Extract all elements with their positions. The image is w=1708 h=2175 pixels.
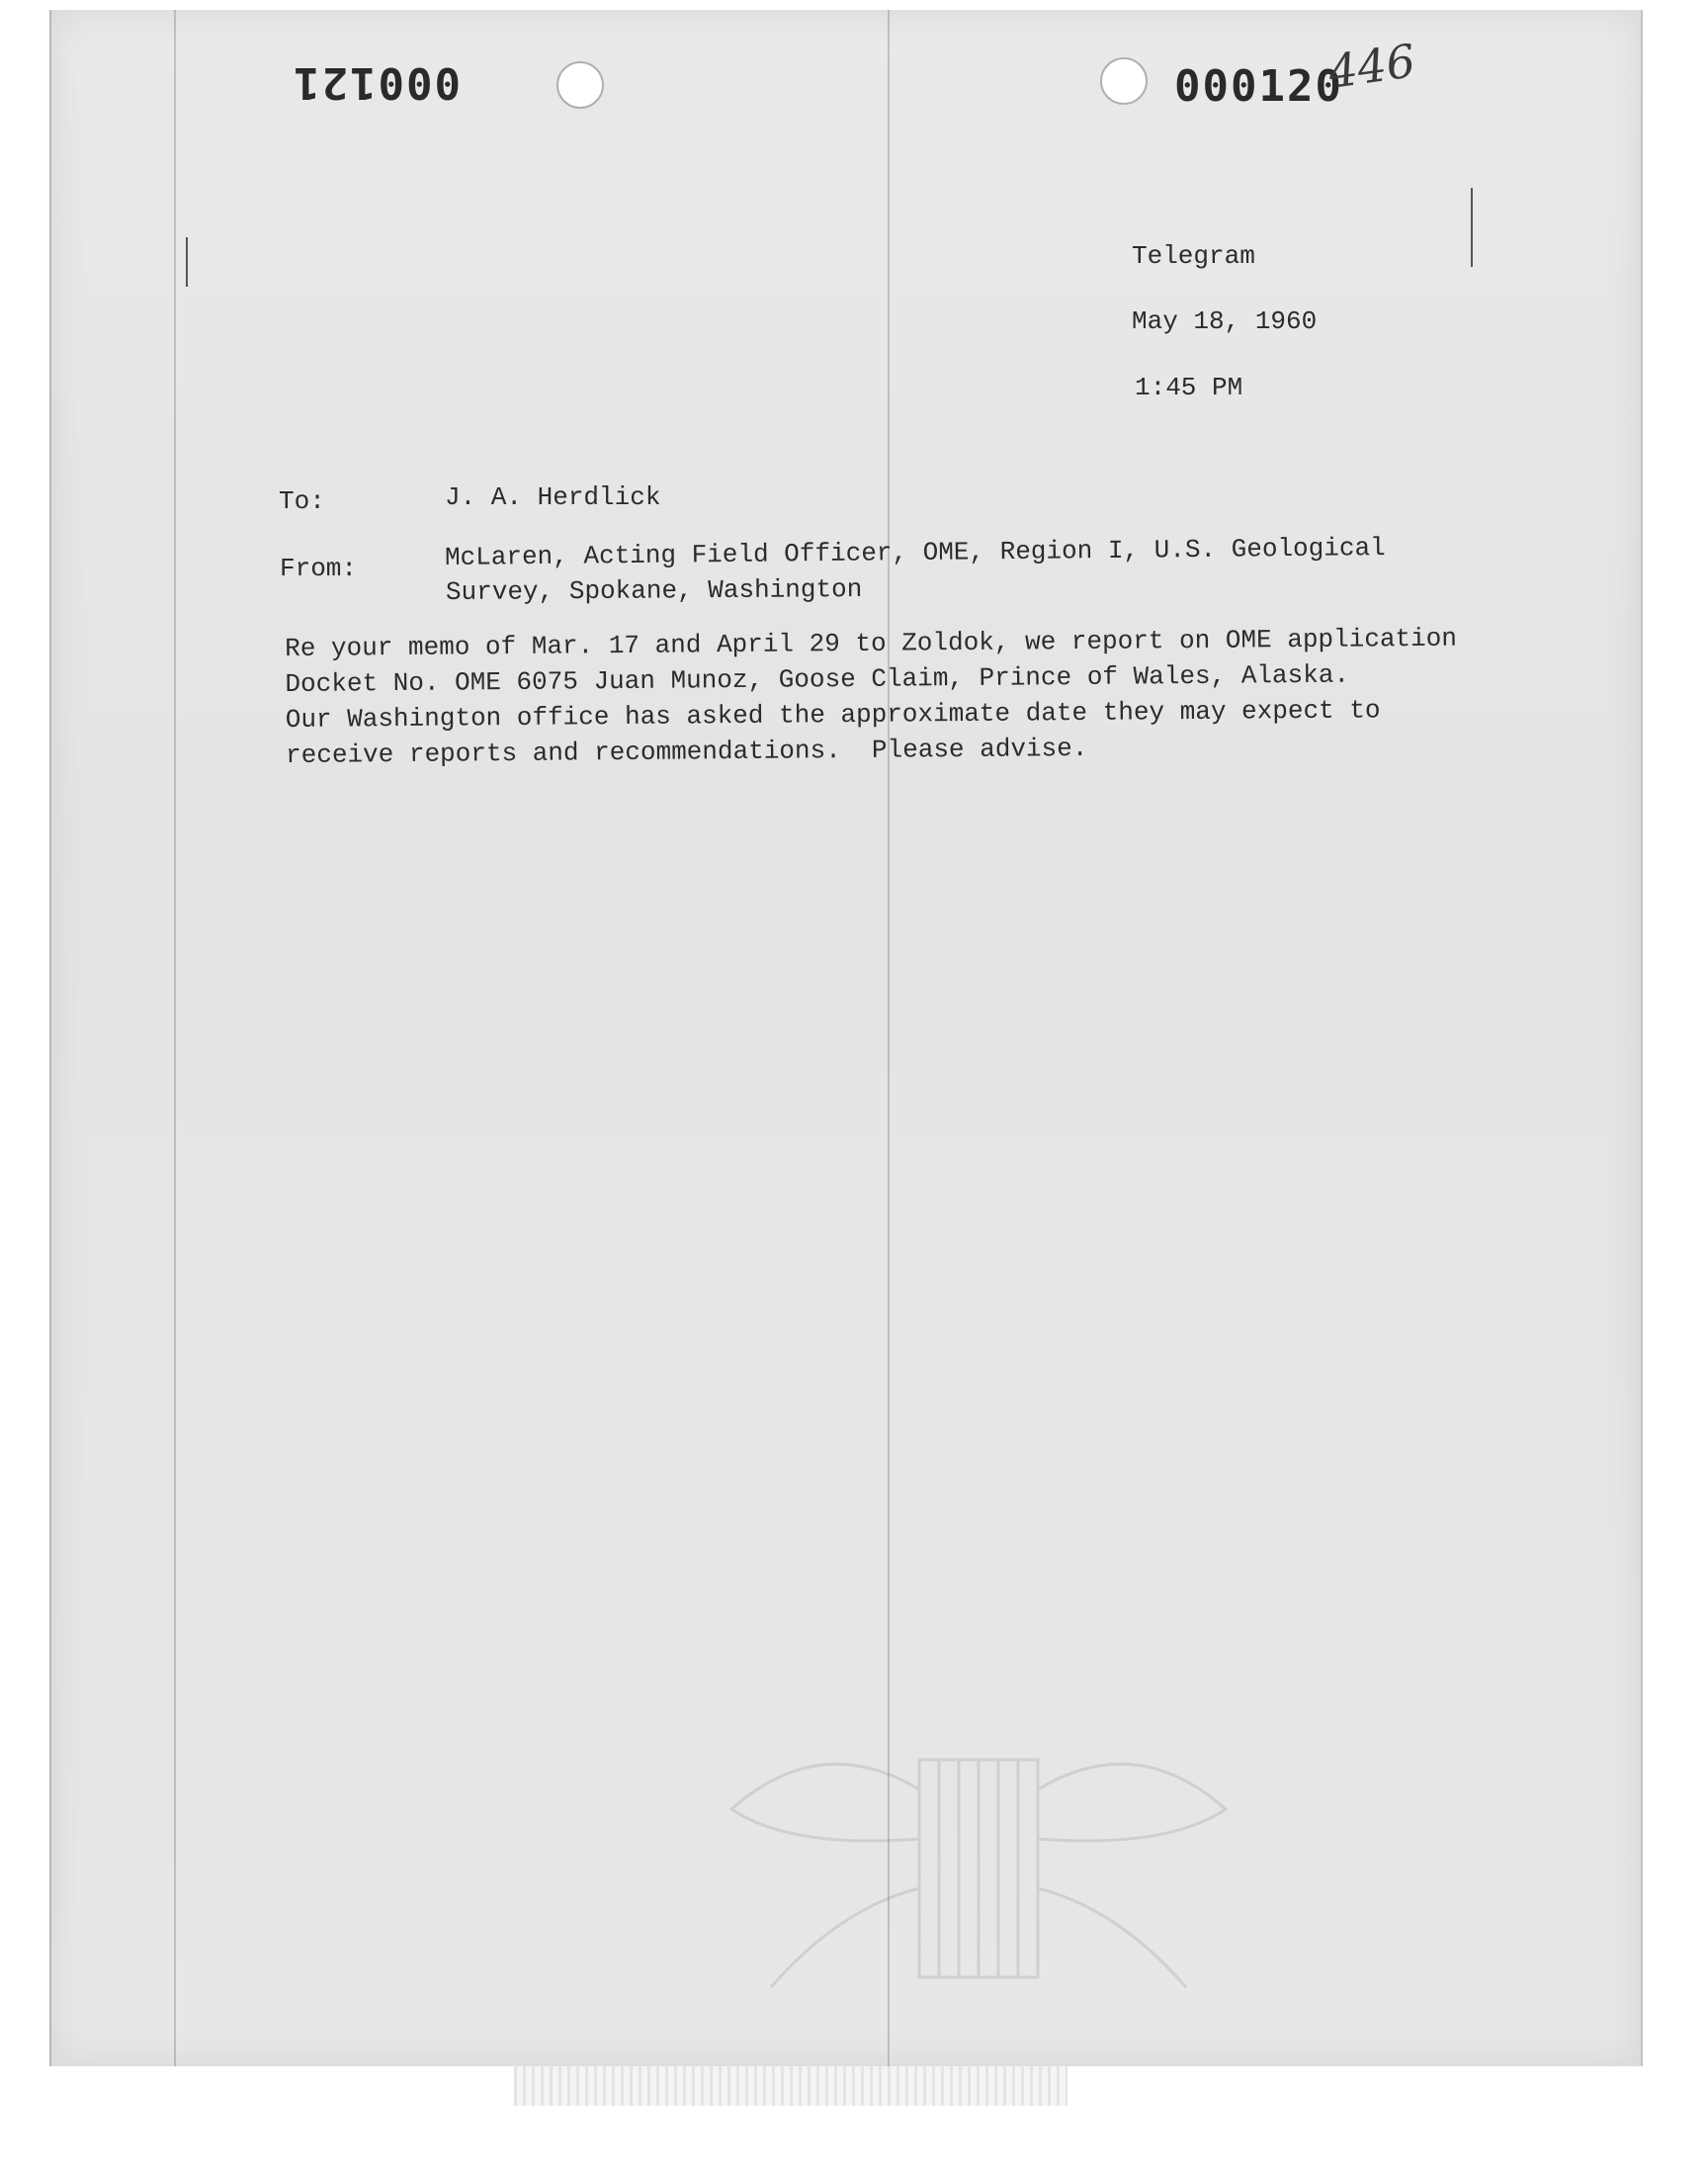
bleedthrough-stamp-number: 000121 xyxy=(292,57,461,108)
fold-line-left xyxy=(174,10,176,2066)
document-type: Telegram xyxy=(1132,241,1255,271)
message-line: receive reports and recommendations. Please advise. xyxy=(285,733,1088,770)
to-value: J. A. Herdlick xyxy=(445,482,661,512)
scan-edge-strip xyxy=(514,2066,1068,2106)
message-line: Docket No. OME 6075 Juan Munoz, Goose Claim, Prince of Wales, Alaska. xyxy=(285,659,1350,699)
stamp-number: 000120 xyxy=(1174,61,1343,112)
message-line: Re your memo of Mar. 17 and April 29 to Zoldok, we report on OME application xyxy=(285,623,1458,663)
punch-hole-right xyxy=(1100,57,1148,105)
from-value-line1: McLaren, Acting Field Officer, OME, Region I, U.S. Geological xyxy=(444,533,1386,572)
document-date: May 18, 1960 xyxy=(1132,306,1318,336)
faint-seal-watermark xyxy=(672,1671,1265,2037)
margin-mark xyxy=(186,237,188,287)
from-label: From: xyxy=(280,554,358,583)
handwritten-page-number: 446 xyxy=(1324,34,1419,99)
to-label: To: xyxy=(279,486,325,516)
document-time: 1:45 PM xyxy=(1135,373,1243,402)
message-line: Our Washington office has asked the approximate date they may expect to xyxy=(285,695,1381,735)
margin-mark xyxy=(1471,188,1473,267)
message-body xyxy=(285,620,1571,773)
punch-hole-left xyxy=(556,61,604,109)
from-value-line2: Survey, Spokane, Washington xyxy=(445,574,863,607)
